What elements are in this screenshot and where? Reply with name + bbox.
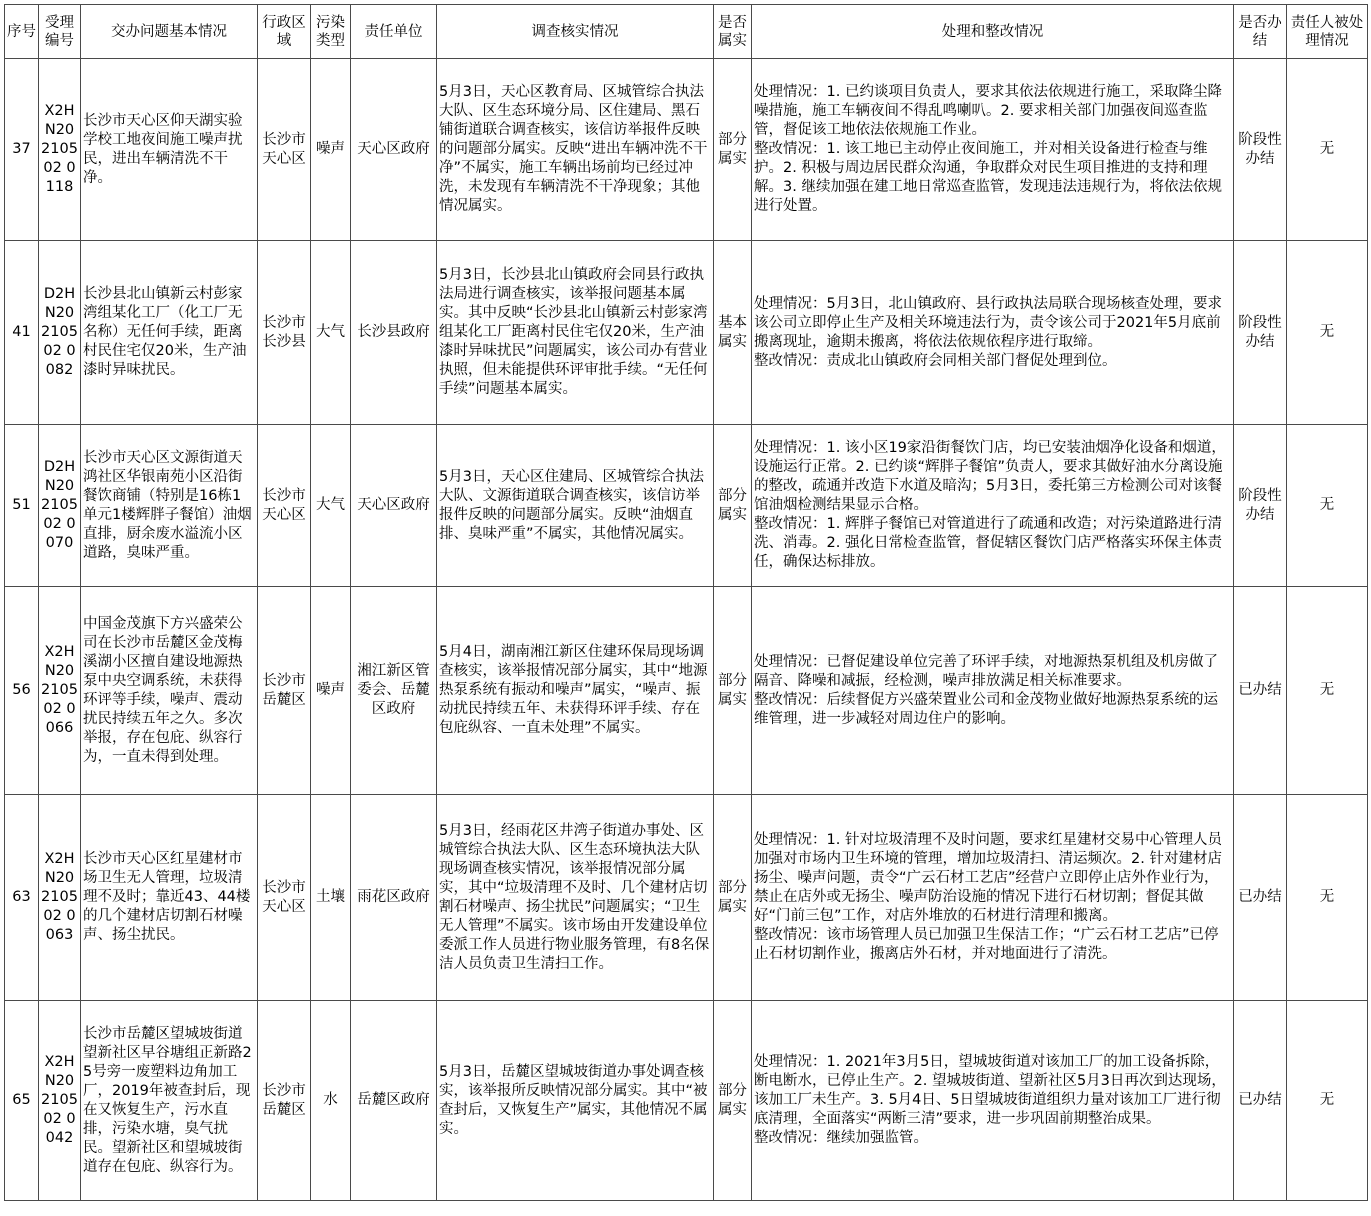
header-unit: 责任单位 bbox=[351, 5, 437, 59]
closed-cell: 已办结 bbox=[1234, 795, 1287, 1001]
issue-cell: 中国金茂旗下方兴盛荣公司在长沙市岳麓区金茂梅溪湖小区擅自建设地源热泵中央空调系统，未获得环评等手续，噪声、震动扰民持续五年之久。多次举报，存在包庇、纵容行为，一直未得到处理。 bbox=[81, 587, 258, 795]
accountability-cell: 无 bbox=[1287, 1001, 1368, 1201]
seq-cell: 37 bbox=[5, 59, 39, 241]
seq-cell: 65 bbox=[5, 1001, 39, 1201]
verified-cell: 部分属实 bbox=[714, 587, 752, 795]
handling-cell: 处理情况：5月3日，北山镇政府、县行政执法局联合现场核查处理，要求该公司立即停止生产及相关环境违法行为，责令该公司于2021年5月底前搬离现址，逾期未搬离，将依法依规依程序进行取缔。 整改情况：责成北山镇政府会同相关部门督促处理到位。 bbox=[752, 241, 1234, 425]
unit-cell: 岳麓区政府 bbox=[351, 1001, 437, 1201]
seq-cell: 51 bbox=[5, 425, 39, 587]
table-row bbox=[5, 587, 1368, 795]
header-investigation: 调查核实情况 bbox=[437, 5, 714, 59]
header-accountability: 责任人被处理情况 bbox=[1287, 5, 1368, 59]
handling-cell: 处理情况：1. 2021年3月5日，望城坡街道对该加工厂的加工设备拆除，断电断水，已停止生产。2. 望城坡街道、望新社区5月3日再次到达现场，该加工厂未生产。3. 5月4日、5日望城坡街道组织力量对该加工厂进行彻底清理，全面落实“两断三清”要求，进一步巩固前期整治成果。 整改情况：继续加强监管。 bbox=[752, 1001, 1234, 1201]
accountability-cell: 无 bbox=[1287, 795, 1368, 1001]
region-cell: 长沙市长沙县 bbox=[258, 241, 311, 425]
accountability-cell: 无 bbox=[1287, 59, 1368, 241]
header-issue: 交办问题基本情况 bbox=[81, 5, 258, 59]
unit-cell: 长沙县政府 bbox=[351, 241, 437, 425]
table-row bbox=[5, 795, 1368, 1001]
investigation-cell: 5月3日，岳麓区望城坡街道办事处调查核实，该举报所反映情况部分属实。其中“被查封后，又恢复生产”属实，其他情况不属实。 bbox=[437, 1001, 714, 1201]
pollution-cell: 大气 bbox=[311, 241, 351, 425]
investigation-cell: 5月3日，天心区教育局、区城管综合执法大队、区生态环境分局、区住建局、黑石铺街道联合调查核实，该信访举报件反映的问题部分属实。反映“进出车辆冲洗不干净”不属实，施工车辆出场前均已经过冲洗，未发现有车辆清洗不干净现象；其他情况属实。 bbox=[437, 59, 714, 241]
header-code: 受理编号 bbox=[39, 5, 81, 59]
issue-cell: 长沙市岳麓区望城坡街道望新社区早谷塘组正新路25号旁一废塑料边角加工厂，2019年被查封后，现在又恢复生产，污水直排，污染水塘，臭气扰民。望新社区和望城坡街道存在包庇、纵容行为。 bbox=[81, 1001, 258, 1201]
closed-cell: 阶段性办结 bbox=[1234, 59, 1287, 241]
code-cell: D2HN20210502 0070 bbox=[39, 425, 81, 587]
header-pollution: 污染类型 bbox=[311, 5, 351, 59]
region-cell: 长沙市岳麓区 bbox=[258, 587, 311, 795]
unit-cell: 雨花区政府 bbox=[351, 795, 437, 1001]
table-row bbox=[5, 425, 1368, 587]
investigation-cell: 5月4日，湖南湘江新区住建环保局现场调查核实，该举报情况部分属实，其中“地源热泵系统有振动和噪声”属实，“噪声、振动扰民持续五年、未获得环评手续、存在包庇纵容、一直未处理”不属实。 bbox=[437, 587, 714, 795]
table-row bbox=[5, 241, 1368, 425]
unit-cell: 天心区政府 bbox=[351, 425, 437, 587]
issue-cell: 长沙市天心区红星建材市场卫生无人管理，垃圾清理不及时；靠近43、44楼的几个建材店切割石材噪声、扬尘扰民。 bbox=[81, 795, 258, 1001]
closed-cell: 已办结 bbox=[1234, 587, 1287, 795]
code-cell: X2HN20210502 0042 bbox=[39, 1001, 81, 1201]
region-cell: 长沙市天心区 bbox=[258, 425, 311, 587]
investigation-cell: 5月3日，长沙县北山镇政府会同县行政执法局进行调查核实，该举报问题基本属实。其中反映“长沙县北山镇新云村彭家湾组某化工厂距离村民住宅仅20米，生产油漆时异味扰民”问题属实，该公司办有营业执照，但未能提供环评审批手续。“无任何手续”问题基本属实。 bbox=[437, 241, 714, 425]
code-cell: X2HN20210502 0118 bbox=[39, 59, 81, 241]
region-cell: 长沙市天心区 bbox=[258, 795, 311, 1001]
header-region: 行政区域 bbox=[258, 5, 311, 59]
seq-cell: 56 bbox=[5, 587, 39, 795]
closed-cell: 已办结 bbox=[1234, 1001, 1287, 1201]
pollution-cell: 噪声 bbox=[311, 59, 351, 241]
header-closed: 是否办结 bbox=[1234, 5, 1287, 59]
seq-cell: 63 bbox=[5, 795, 39, 1001]
pollution-cell: 大气 bbox=[311, 425, 351, 587]
unit-cell: 天心区政府 bbox=[351, 59, 437, 241]
verified-cell: 部分属实 bbox=[714, 795, 752, 1001]
table-row bbox=[5, 59, 1368, 241]
pollution-cell: 土壤 bbox=[311, 795, 351, 1001]
handling-cell: 处理情况：1. 已约谈项目负责人，要求其依法依规进行施工，采取降尘降噪措施，施工车辆夜间不得乱鸣喇叭。2. 要求相关部门加强夜间巡查监管，督促该工地依法依规施工作业。 整改情况：1. 该工地已主动停止夜间施工，并对相关设备进行检查与维护。2. 积极与周边居民群众沟通，争取群众对民生项目推进的支持和理解。3. 继续加强在建工地日常巡查监管，发现违法违规行为，将依法依规进行处置。 bbox=[752, 59, 1234, 241]
issue-cell: 长沙市天心区仰天湖实验学校工地夜间施工噪声扰民，进出车辆清洗不干净。 bbox=[81, 59, 258, 241]
code-cell: D2HN20210502 0082 bbox=[39, 241, 81, 425]
code-cell: X2HN20210502 0063 bbox=[39, 795, 81, 1001]
header-handling: 处理和整改情况 bbox=[752, 5, 1234, 59]
header-seq: 序号 bbox=[5, 5, 39, 59]
region-cell: 长沙市岳麓区 bbox=[258, 1001, 311, 1201]
issue-cell: 长沙县北山镇新云村彭家湾组某化工厂（化工厂无名称）无任何手续，距离村民住宅仅20米，生产油漆时异味扰民。 bbox=[81, 241, 258, 425]
seq-cell: 41 bbox=[5, 241, 39, 425]
verified-cell: 部分属实 bbox=[714, 59, 752, 241]
code-cell: X2HN20210502 0066 bbox=[39, 587, 81, 795]
accountability-cell: 无 bbox=[1287, 587, 1368, 795]
verified-cell: 部分属实 bbox=[714, 425, 752, 587]
handling-cell: 处理情况：1. 针对垃圾清理不及时问题，要求红星建材交易中心管理人员加强对市场内卫生环境的管理，增加垃圾清扫、清运频次。2. 针对建材店扬尘、噪声问题，责令“广云石材工艺店”经营户立即停止店外作业行为，禁止在店外或无扬尘、噪声防治设施的情况下进行石材切割；督促其做好“门前三包”工作，对店外堆放的石材进行清理和搬离。 整改情况：该市场管理人员已加强卫生保洁工作；“广云石材工艺店”已停止石材切割作业，搬离店外石材，并对地面进行了清洗。 bbox=[752, 795, 1234, 1001]
region-cell: 长沙市天心区 bbox=[258, 59, 311, 241]
unit-cell: 湘江新区管委会、岳麓区政府 bbox=[351, 587, 437, 795]
closed-cell: 阶段性办结 bbox=[1234, 241, 1287, 425]
investigation-cell: 5月3日，经雨花区井湾子街道办事处、区城管综合执法大队、区生态环境执法大队现场调查核实情况，该举报情况部分属实，其中“垃圾清理不及时、几个建材店切割石材噪声、扬尘扰民”问题属实；“卫生无人管理”不属实。该市场由开发建设单位委派工作人员进行物业服务管理，有8名保洁人员负责卫生清扫工作。 bbox=[437, 795, 714, 1001]
pollution-cell: 水 bbox=[311, 1001, 351, 1201]
verified-cell: 基本属实 bbox=[714, 241, 752, 425]
handling-cell: 处理情况：已督促建设单位完善了环评手续，对地源热泵机组及机房做了隔音、降噪和减振，经检测，噪声排放满足相关标准要求。 整改情况：后续督促方兴盛荣置业公司和金茂物业做好地源热泵系统的运维管理，进一步减轻对周边住户的影响。 bbox=[752, 587, 1234, 795]
case-table bbox=[4, 4, 1368, 1201]
issue-cell: 长沙市天心区文源街道天鸿社区华银南苑小区沿街餐饮商铺（特别是16栋1单元1楼辉胖子餐馆）油烟直排，厨余废水溢流小区道路，臭味严重。 bbox=[81, 425, 258, 587]
pollution-cell: 噪声 bbox=[311, 587, 351, 795]
table-row bbox=[5, 1001, 1368, 1201]
header-verified: 是否属实 bbox=[714, 5, 752, 59]
verified-cell: 部分属实 bbox=[714, 1001, 752, 1201]
closed-cell: 阶段性办结 bbox=[1234, 425, 1287, 587]
accountability-cell: 无 bbox=[1287, 425, 1368, 587]
handling-cell: 处理情况：1. 该小区19家沿街餐饮门店，均已安装油烟净化设备和烟道，设施运行正常。2. 已约谈“辉胖子餐馆”负责人，要求其做好油水分离设施的整改，疏通并改造下水道及暗沟；5月3日，委托第三方检测公司对该餐馆油烟检测结果显示合格。 整改情况：1. 辉胖子餐馆已对管道进行了疏通和改造；对污染道路进行清洗、消毒。2. 强化日常检查监管，督促辖区餐饮门店严格落实环保主体责任，确保达标排放。 bbox=[752, 425, 1234, 587]
investigation-cell: 5月3日，天心区住建局、区城管综合执法大队、文源街道联合调查核实，该信访举报件反映的问题部分属实。反映“油烟直排、臭味严重”不属实，其他情况属实。 bbox=[437, 425, 714, 587]
header-row bbox=[5, 5, 1368, 59]
accountability-cell: 无 bbox=[1287, 241, 1368, 425]
